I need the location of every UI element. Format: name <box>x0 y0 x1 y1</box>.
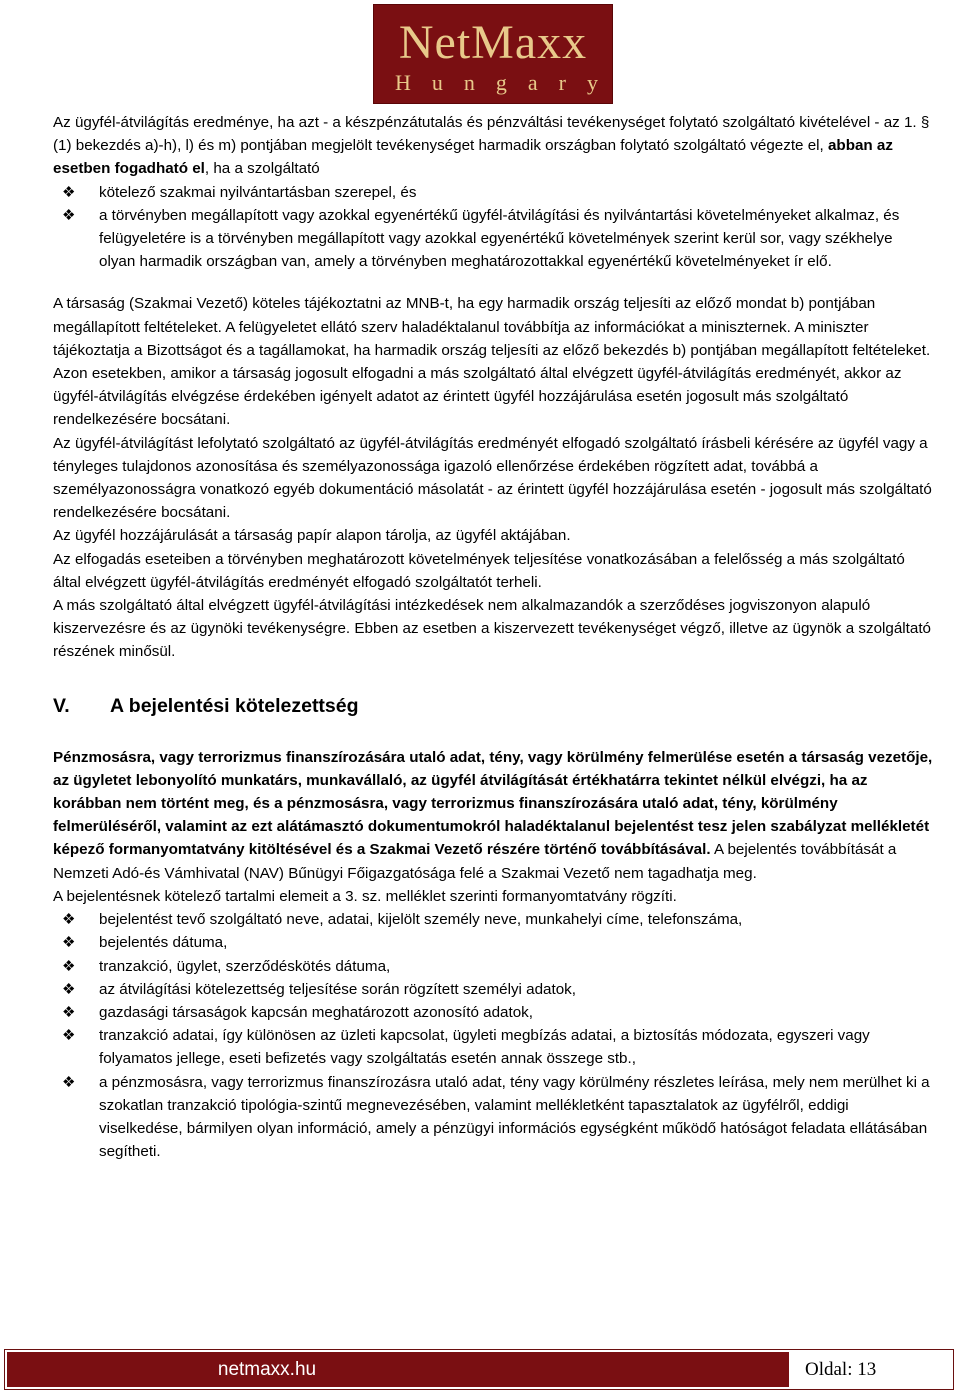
list-item-text: bejelentést tevő szolgáltató neve, adatai, kijelölt személy neve, munkahelyi címe, telefonszáma, <box>99 911 743 929</box>
paragraph: Az ügyfél-átvilágítást lefolytató szolgáltató az ügyfél-átvilágítás eredményét elfogadó szolgáltató írásbeli kérésére az ügyfél vagy a tényleges tulajdonos azonosítása és személyazonossága igazoló ellenőrzése érdekében rögzített adat, továbbá a személyazonosságra vonatkozó egyéb dokumentáció másolatát - az érintett ügyfél hozzájárulása esetén - jogosult más szolgáltató rendelkezésére bocsátani. <box>53 434 932 522</box>
list-item-text: kötelező szakmai nyilvántartásban szerepel, és <box>99 183 417 201</box>
intro-bold-text: abban az esetben fogadható el <box>53 137 893 178</box>
diamond-bullet-icon: ❖ <box>62 1003 76 1021</box>
diamond-bullet-icon: ❖ <box>62 1073 76 1091</box>
section-intro-line: A bejelentésnek kötelező tartalmi elemeit a 3. sz. melléklet szerinti formanyomtatvány rögzíti. <box>53 887 677 905</box>
list-item-text: a törvényben megállapított vagy azokkal egyenértékű ügyfél-átvilágítási és nyilvántartási követelményeket alkalmaz, és felügyeletére is a törvényben megállapított vagy azokkal egyenértékű követelmények szerint kerül sor, vagy székhelye olyan harmadik országban van, amely a törvényben meghatározottakkal egyenértékű követelményeket ír elő. <box>99 206 900 271</box>
list-item <box>53 978 933 1001</box>
paragraph: Az elfogadás eseteiben a törvényben meghatározott követelmények teljesítése vonatkozásában a felelősség a más szolgáltató által elvégzett ügyfél-átvilágítás eredményét elfogadó szolgáltatót terheli. <box>53 550 905 591</box>
section-bold-text: Pénzmosásra, vagy terrorizmus finanszírozására utaló adat, tény, vagy körülmény felmerülése esetén a társaság vezetője, az ügyletet lebonyolító munkatárs, munkavállaló, az ügyfél átvilágítását értékhatárra tekintet nélkül elvégzi, ha az korábban nem történt meg, és a pénzmosásra, vagy terrorizmus finanszírozására utaló adat, tény, körülmény felmerüléséről, valamint az ezt alátámasztó dokumentumokról haladéktalanul bejelentést tesz jelen szabályzat mellékletét képező formanyomtatvány kitöltésével és a Szakmai Vezető részére történő továbbításával. <box>53 748 933 859</box>
logo-main-text: NetMaxx <box>398 16 588 69</box>
footer-bar <box>7 1352 951 1387</box>
diamond-bullet-icon: ❖ <box>62 183 76 201</box>
intro-bullet-list <box>53 181 933 274</box>
diamond-bullet-icon: ❖ <box>62 980 76 998</box>
section-bullet-list <box>53 908 933 1163</box>
section-number: V. <box>53 694 70 717</box>
netmaxx-logo <box>373 4 619 104</box>
list-item-text: a pénzmosásra, vagy terrorizmus finanszírozásra utaló adat, tény vagy körülmény részletes leírása, mely nem merülhet ki a szokatlan tranzakció tipológia-szintű megnevezésében, valamint mellékletként tapasztalatok az ügyfélről, eddigi viselkedése, bármilyen olyan információ, amely a pénzügyi információs egységként működő hatóságot feladata ellátásában segítheti. <box>99 1073 930 1161</box>
diamond-bullet-icon: ❖ <box>62 934 76 952</box>
diamond-bullet-icon: ❖ <box>62 1027 76 1045</box>
list-item-text: gazdasági társaságok kapcsán meghatározott azonosító adatok, <box>99 1003 533 1021</box>
paragraph: A társaság (Szakmai Vezető) köteles tájékoztatni az MNB-t, ha egy harmadik ország teljesíti az előző mondat b) pontjában megállapított feltételeket. A felügyeletet ellátó szerv haladéktalanul továbbítja az információkat a miniszternek. A miniszter tájékoztatja a Bizottságot és a tagállamokat, ha harmadik ország teljesíti az előző bekezdés b) pontjában megállapított feltételeket. <box>53 295 931 359</box>
diamond-bullet-icon: ❖ <box>62 911 76 929</box>
paragraph: Az ügyfél hozzájárulását a társaság papír alapon tárolja, az ügyfél aktájában. <box>53 527 571 545</box>
spacer <box>53 664 933 692</box>
list-item <box>53 955 933 978</box>
list-item-text: tranzakció, ügylet, szerződéskötés dátuma, <box>99 957 391 975</box>
spacer <box>53 273 933 292</box>
list-item <box>53 1071 933 1164</box>
list-item <box>53 908 933 931</box>
diamond-bullet-icon: ❖ <box>62 957 76 975</box>
section-heading <box>53 692 933 720</box>
section-normal-text: A bejelentés továbbítását a Nemzeti Adó-és Vámhivatal (NAV) Bűnügyi Főigazgatósága felé a Szakmai Vezető nem tagadhatja meg. <box>53 841 897 882</box>
page-number: Oldal: 13 <box>785 1352 951 1387</box>
list-item <box>53 181 933 204</box>
intro-text: Az ügyfél-átvilágítás eredménye, ha azt - a készpénzátutalás és pénzváltási tevékenységet folytató szolgáltató kivételével - az 1. § (1) bekezdés a)-h), l) és m) pontjában megjelölt tevékenységet harmadik országban folytató szolgáltató végezte el, <box>53 114 930 155</box>
list-item <box>53 931 933 954</box>
list-item <box>53 204 933 274</box>
list-item-text: bejelentés dátuma, <box>99 934 228 952</box>
paragraph: A más szolgáltató által elvégzett ügyfél-átvilágítási intézkedések nem alkalmazandók a szerződéses jogviszonyon alapuló kiszervezésre és az ügynöki tevékenységre. Ebben az esetben a kiszervezett tevékenységet végző, illetve az ügynök a szolgáltató részének minősül. <box>53 597 931 661</box>
footer-website-link[interactable]: netmaxx.hu <box>217 1359 317 1380</box>
document-body <box>53 111 933 1163</box>
paragraph: Azon esetekben, amikor a társaság jogosult elfogadni a más szolgáltató által elvégzett ügyfél-átvilágítás eredményét, akkor az ügyfél-átvilágítás elvégzése érdekében igényelt adatot az érintett ügyfél hozzájárulása esetén jogosult más szolgáltató rendelkezésére bocsátani. <box>53 365 902 429</box>
list-item-text: az átvilágítási kötelezettség teljesítése során rögzített személyi adatok, <box>99 980 576 998</box>
section-title: A bejelentési kötelezettség <box>110 694 359 717</box>
list-item <box>53 1024 933 1070</box>
section-paragraph <box>53 746 933 885</box>
intro-text-end: , ha a szolgáltató <box>204 160 320 178</box>
page-footer <box>4 1349 954 1390</box>
list-item <box>53 1001 933 1024</box>
list-item-text: tranzakció adatai, így különösen az üzleti kapcsolat, ügyleti megbízás adatai, a biztosítás módozata, egyszeri vagy folyamatos jellege, eseti befizetés vagy szolgáltatás esetén annak összege stb., <box>99 1027 870 1068</box>
diamond-bullet-icon: ❖ <box>62 206 76 224</box>
intro-paragraph <box>53 111 933 181</box>
logo-sub-text: Hungary <box>395 70 619 95</box>
spacer <box>53 720 933 746</box>
